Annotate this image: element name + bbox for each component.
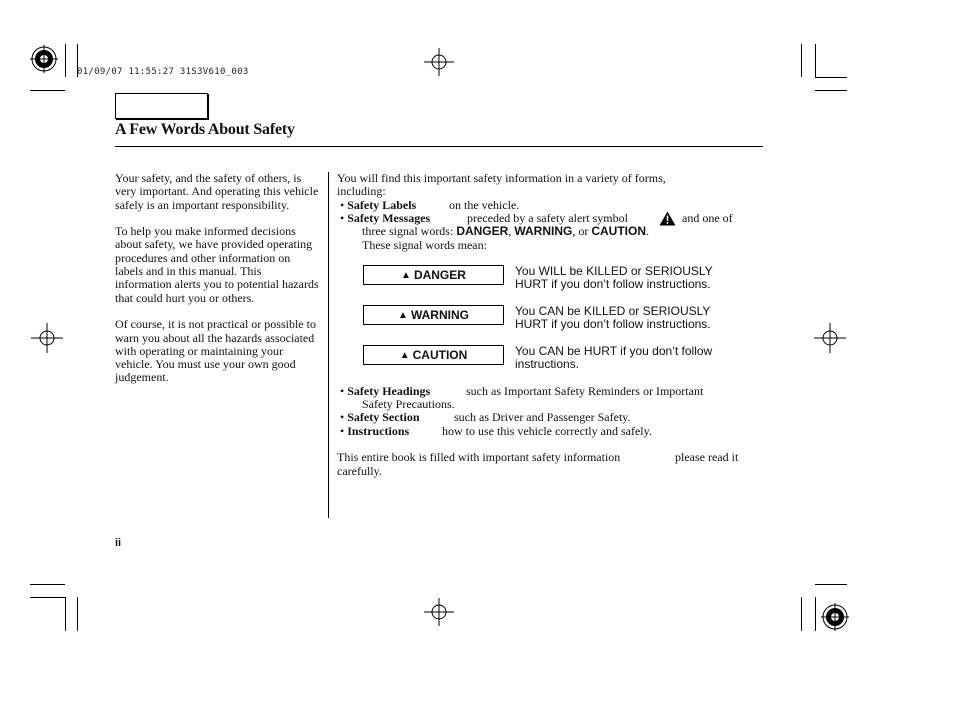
bullet-label: Safety Headings	[347, 384, 431, 398]
column-divider	[328, 172, 329, 518]
signal-meaning-line: You WILL be KILLED or SERIOUSLY	[515, 264, 713, 278]
signal-label: WARNING	[410, 308, 469, 322]
title-divider	[115, 146, 763, 147]
bullet-text: on the vehicle.	[449, 198, 520, 212]
intro-line: including:	[337, 184, 386, 198]
page-number: ii	[115, 537, 122, 549]
separator: ,	[508, 224, 515, 238]
crosshair-icon	[424, 48, 454, 76]
signal-word-caution: CAUTION	[591, 224, 646, 238]
closing-text: please read it	[675, 450, 739, 464]
signal-word-danger: DANGER	[456, 224, 509, 238]
bullet-text: how to use this vehicle correctly and safely.	[442, 424, 652, 438]
crosshair-icon	[424, 598, 454, 626]
crop-mark	[30, 90, 65, 91]
signal-words-prefix: three signal words:	[362, 224, 457, 238]
crosshair-icon	[31, 323, 63, 353]
paragraph: Your safety, and the safety of others, is very important. And operating this vehicle safely is an important responsibility.	[115, 171, 319, 212]
bullet-text-cont: Safety Precautions.	[362, 397, 455, 411]
bullet-item	[340, 425, 409, 438]
crop-mark	[77, 597, 78, 631]
registration-target-icon	[30, 45, 58, 73]
bullet-item	[340, 411, 420, 424]
period: .	[646, 224, 649, 238]
signal-meaning	[515, 265, 745, 291]
bullet-label: Safety Labels	[347, 198, 417, 212]
bullet-dot: •	[340, 198, 348, 212]
crop-mark	[815, 44, 816, 77]
safety-alert-icon	[659, 211, 676, 226]
crop-mark	[801, 44, 802, 77]
bullet-label: Instructions	[347, 424, 410, 438]
closing-text: carefully.	[337, 464, 382, 478]
crop-mark	[815, 584, 847, 585]
page-title: A Few Words About Safety	[115, 121, 295, 138]
bullet-text: and one of	[682, 211, 733, 225]
left-column	[115, 172, 320, 398]
warning-label-box	[363, 305, 504, 325]
meaning-intro: These signal words mean:	[362, 238, 487, 252]
registration-target-icon	[821, 603, 849, 631]
crop-mark	[815, 77, 847, 78]
crop-mark	[65, 44, 66, 77]
signal-label: DANGER	[413, 268, 466, 282]
crop-mark	[30, 584, 65, 585]
crop-mark	[30, 597, 65, 598]
crop-mark	[65, 597, 66, 631]
signal-meaning-line: HURT if you don’t follow instructions.	[515, 317, 711, 331]
bullet-label: Safety Messages	[347, 211, 431, 225]
signal-meaning-line: HURT if you don’t follow instructions.	[515, 277, 711, 291]
crop-mark	[815, 597, 816, 631]
separator: , or	[572, 224, 592, 238]
print-stamp: 01/09/07 11:55:27 31S3V610_003	[77, 67, 249, 77]
bullet-text: such as Important Safety Reminders or Important	[466, 384, 704, 398]
warning-triangle-icon: ▲	[398, 309, 408, 321]
section-tab-box	[115, 93, 208, 119]
crop-mark	[801, 597, 802, 631]
danger-label-box	[363, 265, 504, 285]
warning-triangle-icon: ▲	[399, 349, 410, 361]
signal-meaning-line: instructions.	[515, 357, 580, 371]
closing-text: This entire book is filled with important safety information	[337, 450, 621, 464]
bullet-label: Safety Section	[347, 410, 420, 424]
warning-triangle-icon: ▲	[401, 269, 411, 281]
signal-label: CAUTION	[412, 348, 468, 362]
signal-meaning-line: You CAN be KILLED or SERIOUSLY	[515, 304, 711, 318]
crosshair-icon	[814, 323, 846, 353]
bullet-text: preceded by a safety alert symbol	[467, 211, 628, 225]
caution-label-box	[363, 345, 504, 365]
paragraph: To help you make informed decisions about safety, we have provided operating procedures and other information on labels and in this manual. This information alerts you to potential hazards that could hurt you or others.	[115, 224, 319, 305]
paragraph: Of course, it is not practical or possible to warn you about all the hazards associated with operating or maintaining your vehicle. You must use your own good judgement.	[115, 317, 316, 385]
signal-words-line	[362, 225, 649, 238]
signal-meaning-line: You CAN be HURT if you don’t follow	[515, 344, 713, 358]
signal-meaning	[515, 305, 745, 331]
bullet-text: such as Driver and Passenger Safety.	[454, 410, 631, 424]
signal-meaning	[515, 345, 745, 371]
intro-line: You will find this important safety information in a variety of forms,	[337, 171, 666, 185]
crop-mark	[815, 90, 847, 91]
bullet-dot: •	[340, 384, 348, 398]
bullet-dot: •	[340, 424, 348, 438]
bullet-dot: •	[340, 410, 348, 424]
bullet-dot: •	[340, 211, 348, 225]
signal-word-warning: WARNING	[514, 224, 573, 238]
